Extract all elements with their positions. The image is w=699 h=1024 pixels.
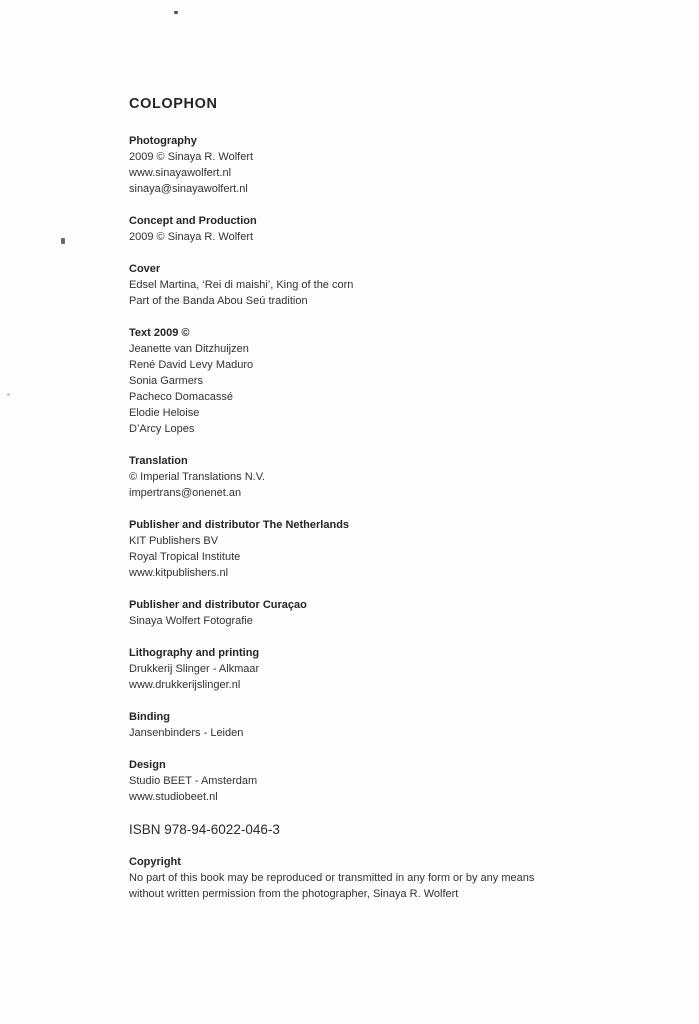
scan-speck-lower-left — [7, 393, 10, 396]
section-line: KIT Publishers BV — [129, 535, 219, 547]
colophon-section — [129, 709, 589, 741]
section-line: Edsel Martina, ‘Rei di maishi’, King of the corn — [129, 279, 354, 291]
colophon-section — [129, 645, 589, 693]
section-line: © Imperial Translations N.V. — [129, 471, 266, 483]
colophon-section — [129, 757, 589, 805]
section-line: Part of the Banda Abou Seú tradition — [129, 295, 308, 307]
section-line: www.sinayawolfert.nl — [129, 167, 232, 179]
section-line: 2009 © Sinaya R. Wolfert — [129, 151, 254, 163]
section-heading: Translation — [129, 455, 188, 467]
colophon-content — [129, 96, 589, 902]
copyright-line: No part of this book may be reproduced or transmitted in any form or by any means — [129, 872, 535, 884]
section-heading: Binding — [129, 711, 170, 723]
section-line: Royal Tropical Institute — [129, 551, 241, 563]
colophon-section — [129, 517, 589, 581]
copyright-lines — [129, 870, 589, 902]
section-heading: Cover — [129, 263, 161, 275]
colophon-section — [129, 213, 589, 245]
section-line: Jansenbinders - Leiden — [129, 727, 244, 739]
copyright-line: without written permission from the photographer, Sinaya R. Wolfert — [129, 888, 459, 900]
colophon-section — [129, 597, 589, 629]
section-line: 2009 © Sinaya R. Wolfert — [129, 231, 254, 243]
section-line: René David Levy Maduro — [129, 359, 254, 371]
scan-speck-top — [174, 11, 178, 14]
isbn-line: ISBN 978-94-6022-046-3 — [129, 822, 280, 837]
section-line: Sonia Garmers — [129, 375, 203, 387]
section-line: www.drukkerijslinger.nl — [129, 679, 241, 691]
copyright-section — [129, 854, 589, 902]
colophon-section — [129, 325, 589, 437]
section-line: Elodie Heloise — [129, 407, 200, 419]
section-heading: Text 2009 © — [129, 327, 190, 339]
section-heading: Lithography and printing — [129, 647, 260, 659]
section-heading: Concept and Production — [129, 215, 257, 227]
section-heading: Publisher and distributor The Netherlands — [129, 519, 350, 531]
colophon-section — [129, 133, 589, 197]
scan-speck-left — [61, 238, 65, 244]
section-line: www.kitpublishers.nl — [129, 567, 229, 579]
section-heading: Publisher and distributor Curaçao — [129, 599, 307, 611]
section-line: Studio BEET - Amsterdam — [129, 775, 258, 787]
colophon-section — [129, 453, 589, 501]
section-line: Sinaya Wolfert Fotografie — [129, 615, 253, 627]
section-line: impertrans@onenet.an — [129, 487, 242, 499]
page-title: COLOPHON — [129, 96, 218, 112]
section-heading: Photography — [129, 135, 197, 147]
colophon-sections — [129, 133, 589, 805]
section-line: D’Arcy Lopes — [129, 423, 195, 435]
section-line: www.studiobeet.nl — [129, 791, 218, 803]
section-line: Drukkerij Slinger - Alkmaar — [129, 663, 260, 675]
copyright-heading: Copyright — [129, 856, 181, 868]
section-line: sinaya@sinayawolfert.nl — [129, 183, 248, 195]
colophon-section — [129, 261, 589, 309]
section-heading: Design — [129, 759, 166, 771]
section-line: Jeanette van Ditzhuijzen — [129, 343, 249, 355]
section-line: Pacheco Domacassé — [129, 391, 233, 403]
